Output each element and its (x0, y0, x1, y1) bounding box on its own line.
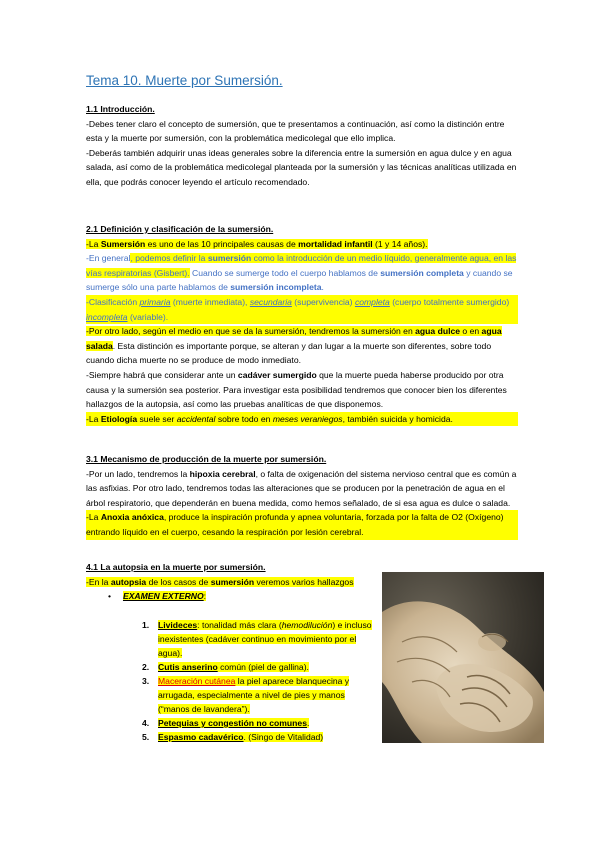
paragraph: -Por un lado, tendremos la hipoxia cerebral, o falta de oxigenación del sistema nervioso central que es común a las asfixias. Por otro lado, tendremos todas las alteraciones que se producen por la penetración de agua en el árbol respiratorio, que dependerán en buena medida, como hemos señalado, de si esa agua es dulce o salada. (86, 468, 517, 508)
section-introduccion (86, 102, 518, 190)
list-item: 3. Maceración cutánea la piel aparece blanquecina y arrugada, especialmente a nivel de pies y manos (“manos de lavandera”). (142, 676, 350, 714)
paragraph: -La Anoxia anóxica, produce la inspiración profunda y apnea voluntaria, forzada por la falta de O2 (Oxígeno) entrando líquido en el cuerpo, cesando la respiración por lesión cerebral. (86, 510, 518, 539)
section-definicion (86, 222, 518, 426)
section-autopsia (86, 560, 376, 604)
list-item: 4. Petequias y congestión no comunes. (142, 718, 310, 728)
bullet-examen-externo: • EXAMEN EXTERNO: (108, 591, 207, 602)
paragraph: -Siempre habrá que considerar ante un cadáver sumergido que la muerte pueda haberse producido por otra causa y la sumersión sea posterior. Para investigar esta posibilidad tendremos que conocer bien los diferentes hallazgos de la autopsia, así como las pruebas analíticas de que disponemos. (86, 369, 507, 410)
section-heading: 2.1 Definición y clasificación de la sumersión. (86, 224, 274, 234)
hand-photo (382, 572, 544, 743)
section-mecanismo (86, 452, 518, 540)
paragraph: -Por otro lado, según el medio en que se da la sumersión, tendremos la sumersión en agua dulce o en agua salada. Esta distinción es importante porque, se alteran y dan lugar a la muerte son diferentes, sobre todo cuando dicha muerte no se produce de modo inmediato. (86, 326, 502, 366)
paragraph: -Debes tener claro el concepto de sumersión, que te presentamos a continuación, así como la distinción entre esta y la muerte por sumersión, con la problemática medicolegal que ello implica. (86, 118, 505, 144)
list-item: 2. Cutis anserino común (piel de gallina). (142, 662, 309, 672)
list-item: 5. Espasmo cadavérico. (Singo de Vitalidad) (142, 732, 324, 742)
section-heading: 4.1 La autopsia en la muerte por sumersión. (86, 562, 266, 572)
hand-image (382, 572, 544, 743)
list-item: 1. Livideces: tonalidad más clara (hemodilución) e incluso inexistentes (cadáver continuo en movimiento por el agua). (142, 620, 372, 658)
paragraph: -La Etiología suele ser accidental sobre todo en meses veraniegos, también suicida y homicida. (86, 412, 518, 427)
document-title: Tema 10. Muerte por Sumersión. (86, 73, 283, 88)
section-heading: 1.1 Introducción. (86, 104, 155, 114)
section-heading: 3.1 Mecanismo de producción de la muerte por sumersión. (86, 454, 327, 464)
paragraph: -La Sumersión es uno de las 10 principales causas de mortalidad infantil (1 y 14 años). (86, 238, 428, 249)
paragraph: -En general, podemos definir la sumersión como la introducción de un medio líquido, generalmente agua, en las vías respiratorias (Gisbert). Cuando se sumerge todo el cuerpo hablamos de sumersión completa y cuando se sumerge sólo una parte hablamos de sumersión incompleta. (86, 253, 517, 293)
paragraph: -Clasificación primaria (muerte inmediata), secundaria (supervivencia) completa (cuerpo totalmente sumergido) incompleta (variable). (86, 295, 518, 324)
paragraph: -Deberás también adquirir unas ideas generales sobre la diferencia entre la sumersión en agua dulce y en agua salada, así como de la problemática medicolegal planteada por la sumersión y las técnicas analíticas utilizada en ella, que podrás conocer leyendo el artículo recomendado. (86, 147, 517, 187)
paragraph: -En la autopsia de los casos de sumersión veremos varios hallazgos (86, 576, 354, 587)
